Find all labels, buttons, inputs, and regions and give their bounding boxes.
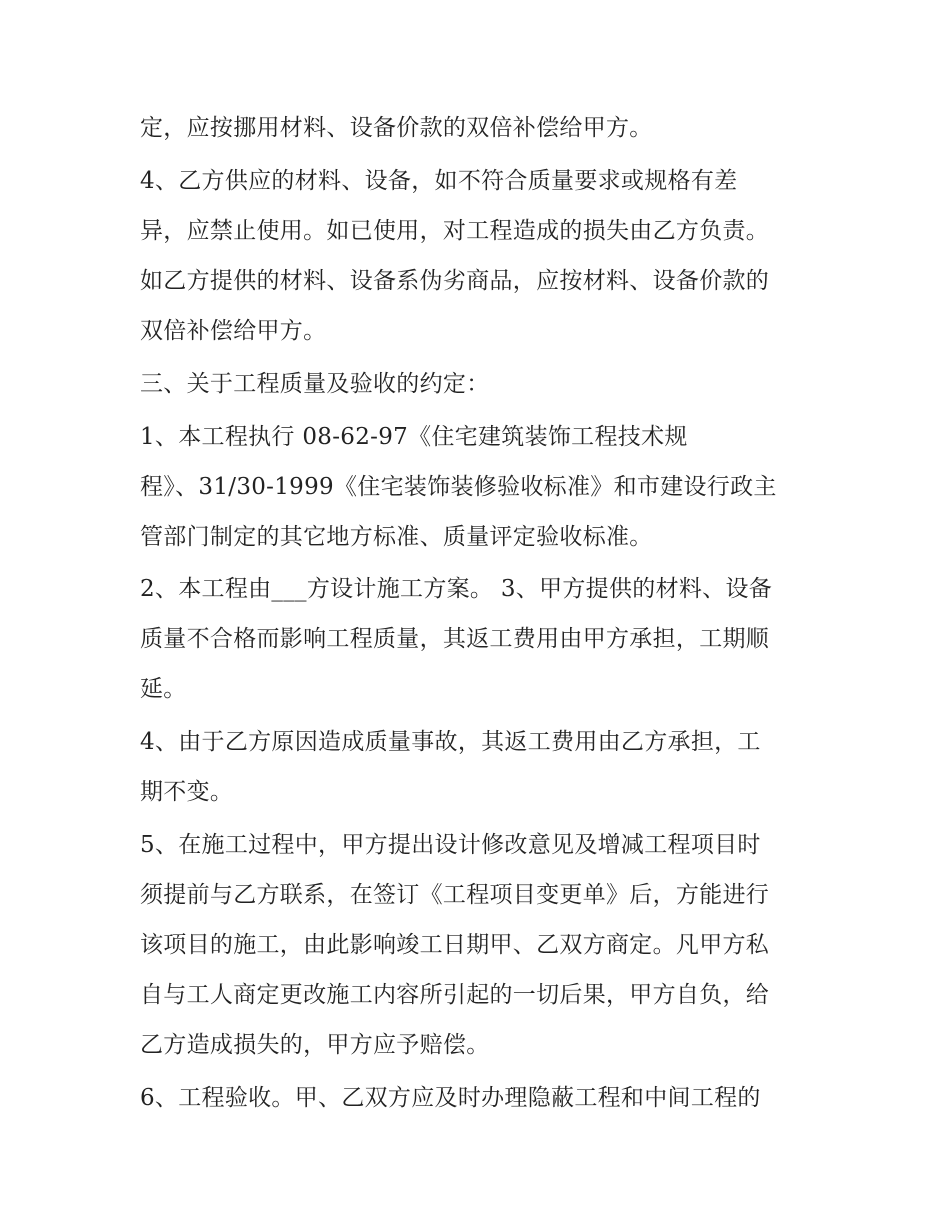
text-line: 6、工程验收。甲、乙双方应及时办理隐蔽工程和中间工程的: [140, 1085, 761, 1111]
text-line: 自与工人商定更改施工内容所引起的一切后果，甲方自负，给: [140, 982, 770, 1008]
text-line: 双倍补偿给甲方。: [140, 318, 327, 344]
text-line: 期不变。: [140, 779, 234, 805]
text-line: 4、乙方供应的材料、设备，如不符合质量要求或规格有差: [140, 168, 738, 194]
text-line: 乙方造成损失的，甲方应予赔偿。: [140, 1032, 490, 1058]
text-line: 延。: [140, 676, 187, 702]
text-line: 如乙方提供的材料、设备系伪劣商品，应按材料、设备价款的: [140, 268, 770, 294]
text-line: 管部门制定的其它地方标准、质量评定验收标准。: [140, 524, 653, 550]
text-line: 4、由于乙方原因造成质量事故，其返工费用由乙方承担，工: [140, 729, 761, 755]
section-heading: 三、关于工程质量及验收的约定：: [140, 371, 490, 397]
text-line: 须提前与乙方联系，在签订《工程项目变更单》后，方能进行: [140, 882, 770, 908]
text-line: 1、本工程执行 08-62-97《住宅建筑装饰工程技术规: [140, 424, 688, 450]
text-line: 程》、31/30-1999《住宅装饰装修验收标准》和市建设行政主: [140, 474, 777, 500]
text-line: 该项目的施工，由此影响竣工日期甲、乙双方商定。凡甲方私: [140, 932, 770, 958]
text-line: 质量不合格而影响工程质量，其返工费用由甲方承担，工期顺: [140, 626, 770, 652]
text-line: 2、本工程由___方设计施工方案。 3、甲方提供的材料、设备: [140, 576, 773, 602]
text-line: 5、在施工过程中，甲方提出设计修改意见及增减工程项目时: [140, 832, 761, 858]
text-line: 异，应禁止使用。如已使用，对工程造成的损失由乙方负责。: [140, 218, 770, 244]
text-line: 定，应按挪用材料、设备价款的双倍补偿给甲方。: [140, 115, 653, 141]
